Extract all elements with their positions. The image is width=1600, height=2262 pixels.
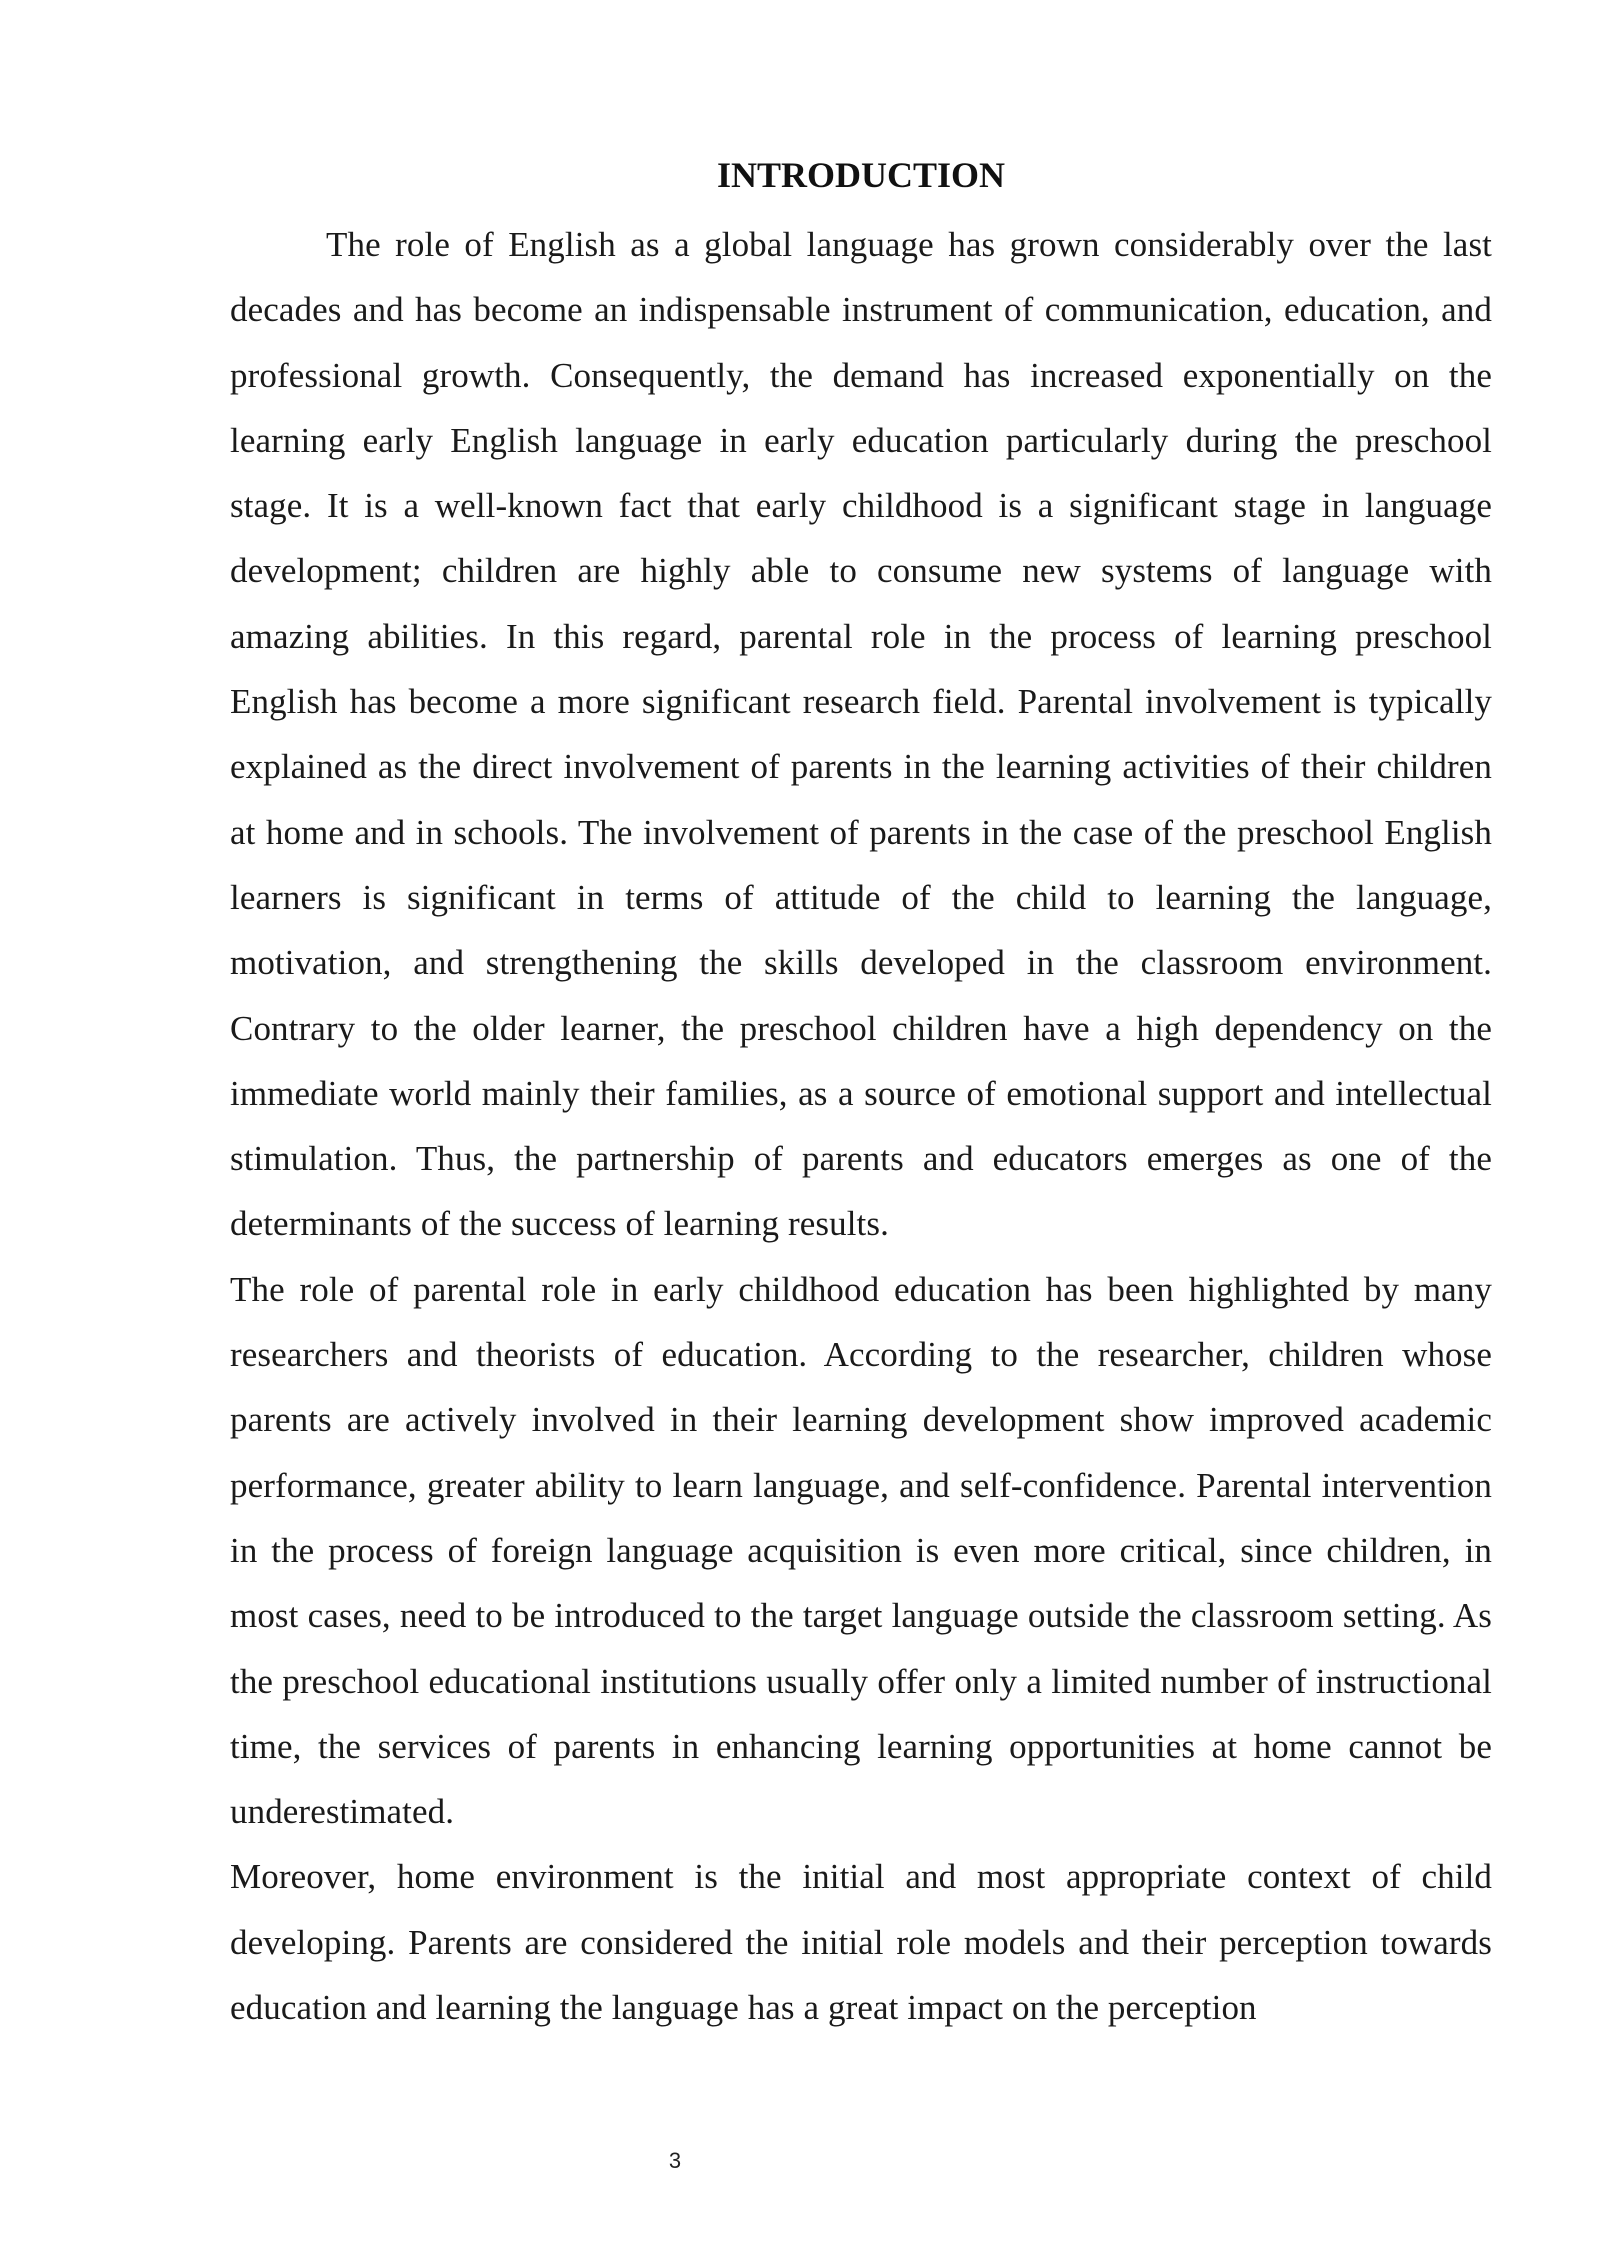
section-title: INTRODUCTION	[716, 155, 1006, 195]
page-number: 3	[668, 2148, 682, 2173]
paragraph-2: The role of parental role in early childhood education has been highlighted by many researchers and theorists of education. According to the researcher, children whose parents are actively involved in their learning development show improved academic performance, greater ability to learn language, and self-confidence. Parental intervention in the process of foreign language acquisition is even more critical, since children, in most cases, need to be introduced to the target language outside the classroom setting. As the preschool educational institutions usually offer only a limited number of instructional time, the services of parents in enhancing learning opportunities at home cannot be underestimated.	[230, 1269, 1492, 1832]
paragraph-3: Moreover, home environment is the initial and most appropriate context of child developing. Parents are considered the initial role models and their perception towards education and learning the language has a great impact on the perception	[230, 1857, 1492, 2028]
paragraph-1: The role of English as a global language has grown considerably over the last decades and has become an indispensable instrument of communication, education, and professional growth. Consequently, the demand has increased exponentially on the learning early English language in early education particularly during the preschool stage. It is a well-known fact that early childhood is a significant stage in language development; children are highly able to consume new systems of language with amazing abilities. In this regard, parental role in the process of learning preschool English has become a more significant research field. Parental involvement is typically explained as the direct involvement of parents in the learning activities of their children at home and in schools. The involvement of parents in the case of the preschool English learners is significant in terms of attitude of the child to learning the language, motivation, and strengthening the skills developed in the classroom environment. Contrary to the older learner, the preschool children have a high dependency on the immediate world mainly their families, as a source of emotional support and intellectual stimulation. Thus, the partnership of parents and educators emerges as one of the determinants of the success of learning results.	[230, 225, 1492, 1244]
body-text	[230, 212, 1492, 2040]
